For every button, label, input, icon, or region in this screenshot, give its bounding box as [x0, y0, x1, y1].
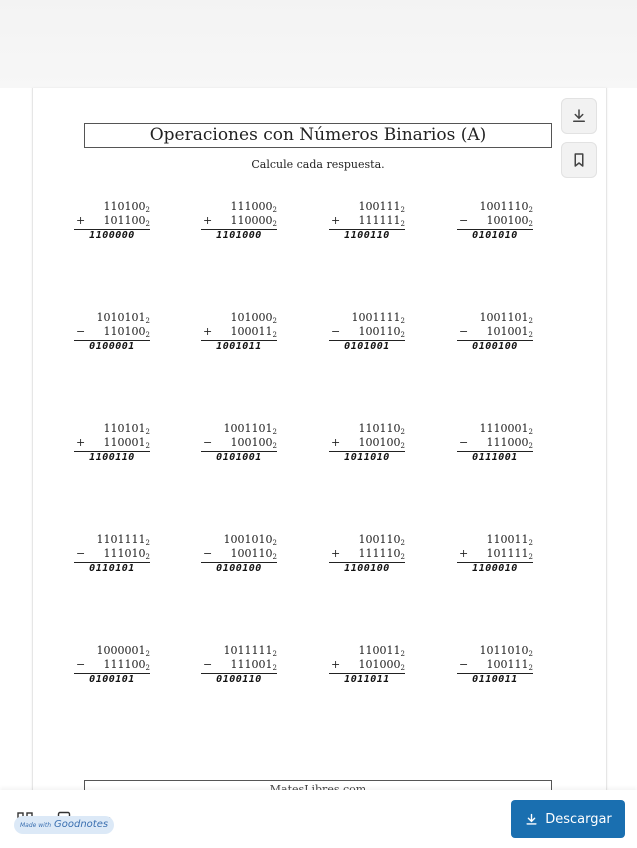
operand-b: + $101111_2$ [459, 547, 533, 561]
handwritten-answer: 0110011 [472, 674, 518, 685]
operand-a: $1001111_2$ [351, 311, 405, 325]
handwritten-answer: 0101001 [344, 341, 390, 352]
operand-a: $111000_2$ [230, 200, 277, 214]
operand-a: $110100_2$ [103, 200, 150, 214]
operand-a: $1001110_2$ [479, 200, 533, 214]
handwritten-answer: 1100010 [472, 563, 518, 574]
operator: − [203, 547, 213, 560]
problem-16 [457, 533, 533, 574]
download-side-button[interactable] [561, 98, 597, 134]
handwritten-answer: 0100110 [216, 674, 262, 685]
handwritten-answer: 0101001 [216, 452, 262, 463]
handwritten-answer: 1100000 [89, 230, 135, 241]
operator: − [459, 658, 469, 671]
operand-a: $1011010_2$ [479, 644, 533, 658]
operand-b: + $111111_2$ [331, 214, 405, 228]
handwritten-answer: 0110101 [89, 563, 135, 574]
handwritten-answer: 0100001 [89, 341, 135, 352]
worksheet-instructions: Calcule cada respuesta. [251, 158, 385, 171]
operator: + [459, 547, 469, 560]
problem-13 [74, 533, 150, 574]
operand-b: + $110001_2$ [76, 436, 150, 450]
operand-b: − $100100_2$ [203, 436, 277, 450]
problem-18 [201, 644, 277, 685]
operator: + [331, 436, 341, 449]
operand-b: − $100100_2$ [459, 214, 533, 228]
operator: + [203, 214, 213, 227]
operator: − [459, 325, 469, 338]
operator: − [76, 547, 86, 560]
operand-b: + $110000_2$ [203, 214, 277, 228]
handwritten-answer: 1101000 [216, 230, 262, 241]
operand-a: $1010101_2$ [96, 311, 150, 325]
operator: + [203, 325, 213, 338]
operand-b: − $110100_2$ [76, 325, 150, 339]
operator: − [331, 325, 341, 338]
problem-12 [457, 422, 533, 463]
operand-b: − $101001_2$ [459, 325, 533, 339]
operator: + [331, 214, 341, 227]
operand-a: $1011111_2$ [223, 644, 277, 658]
handwritten-answer: 0101010 [472, 230, 518, 241]
operand-b: − $100110_2$ [331, 325, 405, 339]
problem-11 [329, 422, 405, 463]
worksheet-title: Operaciones con Números Binarios (A) [84, 123, 552, 148]
operator: − [76, 325, 86, 338]
operand-b: − $100110_2$ [203, 547, 277, 561]
operand-a: $110011_2$ [486, 533, 533, 547]
problem-3 [329, 200, 405, 241]
operator: + [76, 436, 86, 449]
operator: + [331, 658, 341, 671]
operator: + [331, 547, 341, 560]
operand-a: $110110_2$ [358, 422, 405, 436]
operand-a: $110101_2$ [103, 422, 150, 436]
operand-a: $1000001_2$ [96, 644, 150, 658]
operand-b: − $111100_2$ [76, 658, 150, 672]
operand-a: $1101111_2$ [96, 533, 150, 547]
operand-a: $1001101_2$ [223, 422, 277, 436]
operator: − [76, 658, 86, 671]
problem-10 [201, 422, 277, 463]
handwritten-answer: 1011011 [344, 674, 390, 685]
goodnotes-brand: Goodnotes [54, 819, 109, 830]
operand-b: + $100100_2$ [331, 436, 405, 450]
problem-5 [74, 311, 150, 352]
operand-b: − $111010_2$ [76, 547, 150, 561]
operand-a: $100110_2$ [358, 533, 405, 547]
download-icon [524, 812, 539, 827]
problem-2 [201, 200, 277, 241]
operand-a: $110011_2$ [358, 644, 405, 658]
operand-a: $1001010_2$ [223, 533, 277, 547]
operator: − [459, 436, 469, 449]
handwritten-answer: 1100100 [344, 563, 390, 574]
handwritten-answer: 0100100 [216, 563, 262, 574]
handwritten-answer: 1100110 [89, 452, 135, 463]
handwritten-answer: 0100101 [89, 674, 135, 685]
handwritten-answer: 1100110 [344, 230, 390, 241]
bookmark-button[interactable] [561, 142, 597, 178]
problem-17 [74, 644, 150, 685]
operator: − [203, 658, 213, 671]
bookmark-icon [570, 151, 588, 169]
goodnotes-badge[interactable] [14, 816, 114, 834]
operand-a: $1110001_2$ [479, 422, 533, 436]
operand-b: − $111001_2$ [203, 658, 277, 672]
operand-a: $100111_2$ [358, 200, 405, 214]
operator: − [459, 214, 469, 227]
problem-8 [457, 311, 533, 352]
operand-b: + $101000_2$ [331, 658, 405, 672]
operator: − [203, 436, 213, 449]
operand-b: + $111110_2$ [331, 547, 405, 561]
problem-9 [74, 422, 150, 463]
problem-1 [74, 200, 150, 241]
problem-14 [201, 533, 277, 574]
operand-a: $101000_2$ [230, 311, 277, 325]
operand-b: + $101100_2$ [76, 214, 150, 228]
operand-b: + $100011_2$ [203, 325, 277, 339]
problem-15 [329, 533, 405, 574]
problem-19 [329, 644, 405, 685]
operand-b: − $111000_2$ [459, 436, 533, 450]
handwritten-answer: 1001011 [216, 341, 262, 352]
operator: + [76, 214, 86, 227]
download-button[interactable] [511, 800, 625, 838]
download-button-label: Descargar [545, 811, 612, 827]
problem-20 [457, 644, 533, 685]
problem-6 [201, 311, 277, 352]
operand-a: $1001101_2$ [479, 311, 533, 325]
handwritten-answer: 1011010 [344, 452, 390, 463]
download-icon [570, 107, 588, 125]
operand-b: − $100111_2$ [459, 658, 533, 672]
goodnotes-prefix: Made with [20, 822, 51, 829]
handwritten-answer: 0111001 [472, 452, 518, 463]
handwritten-answer: 0100100 [472, 341, 518, 352]
problem-4 [457, 200, 533, 241]
top-bar [0, 0, 637, 88]
problem-7 [329, 311, 405, 352]
